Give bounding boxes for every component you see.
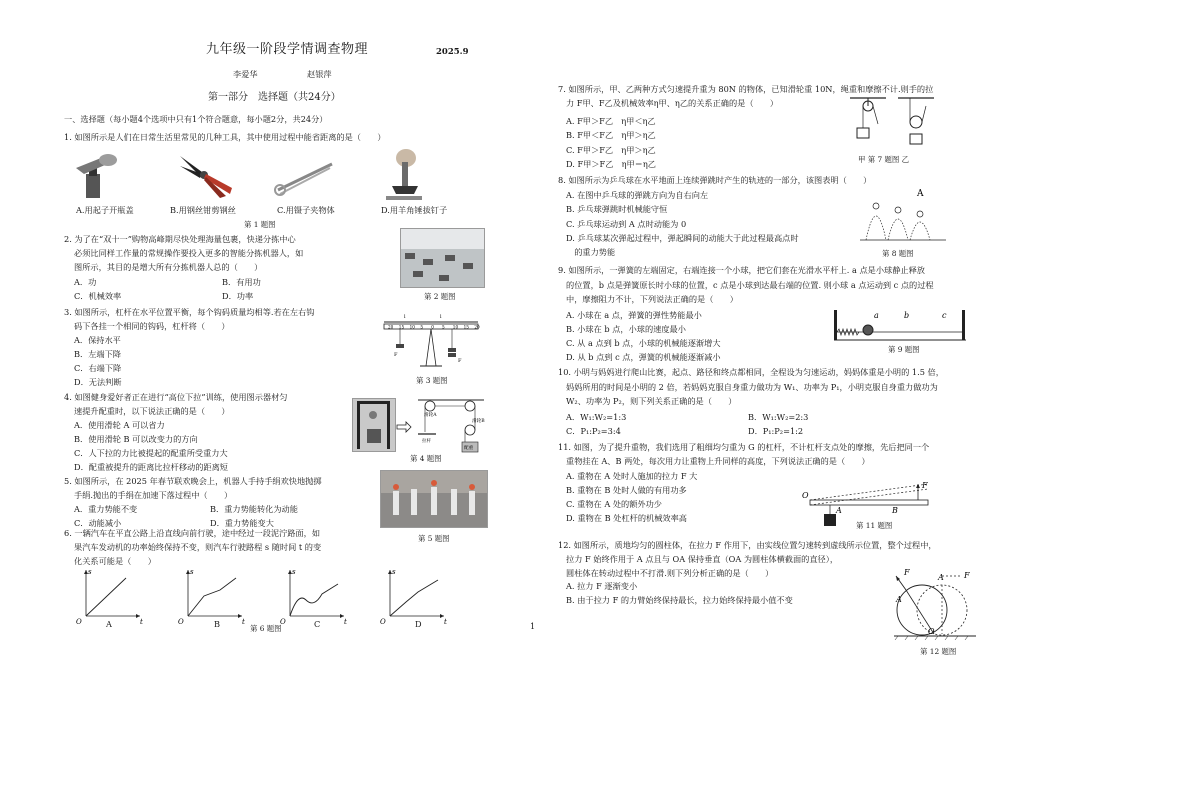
q7-pulley-diagram — [846, 96, 938, 154]
q4-pulley-b-label: 滑轮B — [472, 419, 485, 424]
q3-caption: 第 3 题图 — [416, 376, 448, 385]
q6-graph-c-origin: O — [280, 618, 286, 626]
q10-option-d: D．P₁:P₂=1:2 — [748, 426, 804, 436]
q4-line-1: 4. 如图健身爱好者正在进行“高位下拉”训练，使用图示器材匀 — [64, 392, 288, 402]
q6-graph-b-letter: B — [214, 619, 221, 629]
q8-option-d-cont: 的重力势能 — [566, 247, 616, 257]
q12-point-a-dashed: A — [938, 573, 944, 582]
q7-line-2: 力 F甲、F乙及机械效率η甲、η乙的关系正确的是（ ） — [566, 98, 779, 108]
q3-option-d: D．无法判断 — [74, 377, 122, 387]
q5-line-1: 5. 如图所示，在 2025 年春节联欢晚会上，机器人手持手绢欢快地抛掷 — [64, 476, 322, 486]
q6-graph-c-x-label: t — [344, 618, 347, 626]
q8-option-a: A. 在图中乒乓球的弹跳方向为自右向左 — [566, 190, 709, 200]
q9-point-a: a — [874, 311, 879, 320]
q9-line-2: 的位置，b 点是弹簧原长时小球的位置，c 点是小球到达最右端的位置. 则小球 a 点运动到 c 点的过程 — [566, 280, 934, 290]
q5-caption: 第 5 题图 — [418, 534, 450, 543]
q10-option-a: A．W₁:W₂=1:3 — [566, 412, 627, 422]
q6-graph-b-x-label: t — [242, 618, 245, 626]
q6-graph-a-origin: O — [76, 618, 82, 626]
q4-option-a: A．使用滑轮 A 可以省力 — [74, 420, 165, 430]
author-1: 李爱华 — [233, 69, 258, 79]
q9-line-3: 中，摩擦阻力不计，下列说法正确的是（ ） — [566, 294, 738, 304]
q4-pulley-diagram — [414, 396, 488, 454]
q6-graph-c-y-label: s — [292, 568, 296, 576]
q4-pulley-a-label: 滑轮A — [424, 413, 437, 418]
q2-option-c: C．机械效率 — [74, 291, 122, 301]
author-2: 赵银萍 — [307, 69, 332, 79]
q1-option-a: A.用起子开瓶盖 — [76, 205, 134, 215]
q1-caption: 第 1 题图 — [244, 220, 276, 229]
q4-option-b: B．使用滑轮 B 可以改变力的方向 — [74, 434, 198, 444]
q11-option-d: D. 重物在 B 处杠杆的机械效率高 — [566, 513, 687, 523]
q7-option-b: B. F甲＜F乙 η甲＞η乙 — [566, 130, 656, 140]
q4-option-c: C．人下拉的力比被提起的配重所受重力大 — [74, 448, 228, 458]
q1-option-b: B.用钢丝钳剪钢丝 — [170, 205, 236, 215]
q12-force-f-dashed: F — [964, 571, 970, 580]
q3-right-arm-label: l — [440, 314, 442, 320]
q11-force-f: F — [922, 481, 928, 490]
q3-f2-label: F — [458, 358, 462, 364]
part-heading: 第一部分 选择题（共24分） — [208, 92, 341, 103]
q3-option-c: C．右端下降 — [74, 363, 122, 373]
q10-option-c: C．P₁:P₂=3:4 — [566, 426, 621, 436]
q11-line-2: 重物挂在 A、B 两处，每次用力让重物上升同样的高度，下列说法正确的是（ ） — [566, 456, 870, 466]
q3-line-2: 码下各挂一个相同的钩码，杠杆将（ ） — [74, 321, 230, 331]
q7-option-c: C. F甲＞F乙 η甲＞η乙 — [566, 145, 656, 155]
q8-option-d: D. 乒乓球某次弹起过程中，弹起瞬间的动能大于此过程最高点时 — [566, 233, 799, 243]
q5-option-d: D．重力势能变大 — [210, 518, 274, 528]
q6-graph-c-letter: C — [314, 619, 321, 629]
q8-bounce-diagram — [858, 186, 948, 244]
q1-tweezers-image — [272, 158, 336, 198]
q2-line-2: 必须比同样工作量的常规操作要投入更多的智能分拣机器人，如 — [74, 248, 304, 258]
q3-line-1: 3. 如图所示，杠杆在水平位置平衡，每个钩码质量均相等.若在左右钩 — [64, 307, 315, 317]
q8-point-a-label: A — [917, 189, 924, 199]
exam-date: 2025.9 — [436, 47, 469, 57]
q9-caption: 第 9 题图 — [888, 345, 920, 354]
arrow-right-icon — [396, 418, 412, 430]
q9-option-a: A. 小球在 a 点，弹簧的弹性势能最小 — [566, 310, 702, 320]
q2-sorting-center-photo — [400, 228, 485, 288]
q5-option-c: C．动能减小 — [74, 518, 122, 528]
q12-line-3: 圆柱体在转动过程中不打滑.则下列分析正确的是（ ） — [566, 568, 774, 578]
q6-caption: 第 6 题图 — [250, 624, 282, 633]
q2-option-a: A．功 — [74, 277, 97, 287]
q11-option-a: A. 重物在 A 处时人施加的拉力 F 大 — [566, 471, 698, 481]
q4-line-2: 速提升配重时，以下说法正确的是（ ） — [74, 406, 230, 416]
q6-line-2: 果汽车发动机的功率始终保持不变，则汽车行驶路程 s 随时间 t 的变 — [74, 542, 322, 552]
q4-option-d: D．配重被提升的距离比拉杆移动的距离短 — [74, 462, 228, 472]
q4-weight-label: 配重 — [464, 446, 474, 451]
q6-graph-d-x-label: t — [444, 618, 447, 626]
q3-lever-diagram — [376, 310, 486, 374]
q1-option-d: D.用羊角锤拔钉子 — [381, 205, 448, 215]
q5-line-2: 手绢.抛出的手绢在加速下落过程中（ ） — [74, 490, 233, 500]
q3-lever-tick-label: 15 — [398, 324, 405, 330]
q12-option-a: A. 拉力 F 逐渐变小 — [566, 581, 638, 591]
q2-caption: 第 2 题图 — [424, 292, 456, 301]
q2-line-3: 图所示，其目的是增大所有分拣机器人总的（ ） — [74, 262, 263, 272]
q3-lever-tick-label: 5 — [420, 324, 424, 330]
q4-caption: 第 4 题图 — [410, 454, 442, 463]
q12-cylinder-diagram — [892, 566, 978, 644]
q6-graph-d-y-label: s — [392, 568, 396, 576]
q9-line-1: 9. 如图所示，一弹簧的左端固定，右端连接一个小球，把它们套在光滑水平杆上. a 点是小球静止释放 — [558, 265, 925, 275]
q11-option-b: B. 重物在 B 处时人做的有用功多 — [566, 485, 687, 495]
q9-spring-diagram — [830, 304, 970, 344]
q5-robot-gala-photo — [380, 470, 488, 528]
q7-option-d: D. F甲＞F乙 η甲＝η乙 — [566, 159, 656, 169]
q6-graph-d-letter: D — [415, 619, 422, 629]
q3-lever-tick-label: 0 — [431, 324, 434, 330]
q11-point-b: B — [892, 506, 898, 515]
exam-title: 九年级一阶段学情调查物理 — [206, 42, 369, 57]
q5-option-b: B．重力势能转化为动能 — [210, 504, 298, 514]
q12-point-o: O — [928, 627, 935, 636]
q6-graph-a-y-label: s — [88, 568, 92, 576]
q6-graph-d-origin: O — [380, 618, 386, 626]
q10-option-b: B．W₁:W₂=2:3 — [748, 412, 809, 422]
q11-line-1: 11. 如图，为了提升重物，我们选用了粗细均匀重为 G 的杠杆，不计杠杆支点处的摩擦，先后把同一个 — [558, 442, 930, 452]
q5-option-a: A．重力势能不变 — [74, 504, 138, 514]
q3-lever-tick-label: 5 — [442, 324, 445, 330]
q6-graph-b-origin: O — [178, 618, 184, 626]
q3-f1-label: F — [394, 352, 398, 358]
q6-graph-a-letter: A — [106, 619, 112, 629]
q12-force-f: F — [904, 568, 910, 577]
q11-point-a: A — [836, 506, 842, 515]
q6-graph-a-x-label: t — [140, 618, 143, 626]
q11-option-c: C. 重物在 A 处的额外功少 — [566, 499, 662, 509]
q7-option-a: A. F甲＞F乙 η甲＜η乙 — [566, 116, 656, 126]
q11-caption: 第 11 题图 — [856, 521, 893, 530]
q1-claw-hammer-image — [384, 146, 424, 202]
q4-gym-machine-photo — [352, 398, 396, 452]
q2-option-b: B．有用功 — [222, 277, 261, 287]
q6-graph-d — [378, 566, 450, 628]
q10-line-1: 10. 小明与妈妈进行爬山比赛，起点、路径和终点都相同，全程设为匀速运动，妈妈体重是小明的 1.5 倍， — [558, 367, 944, 377]
q9-option-d: D. 从 b 点到 c 点，弹簧的机械能逐渐减小 — [566, 352, 721, 362]
q6-graph-b — [176, 566, 248, 628]
q3-lever-tick-label: 15 — [463, 324, 469, 330]
q3-left-arm-label: l — [404, 314, 406, 320]
q8-caption: 第 8 题图 — [882, 249, 914, 258]
q1-option-c: C.用镊子夹物体 — [277, 205, 335, 215]
q3-lever-tick-label: 20 — [474, 324, 480, 330]
section-heading: 一、选择题（每小题4个选项中只有1个符合题意，每小题2分，共24分） — [64, 114, 328, 124]
q8-option-c: C. 乒乓球运动到 A 点时动能为 0 — [566, 219, 687, 229]
q1-stem: 1. 如图所示是人们在日常生活里常见的几种工具，其中使用过程中能省距离的是（ ） — [64, 132, 386, 142]
q1-pliers-image — [176, 150, 236, 200]
q7-caption: 甲 第 7 题图 乙 — [858, 155, 910, 164]
q12-option-b: B. 由于拉力 F 的力臂始终保持最长，拉力始终保持最小值不变 — [566, 595, 793, 605]
page-number: 1 — [530, 621, 536, 631]
q9-option-b: B. 小球在 b 点，小球的速度最小 — [566, 324, 686, 334]
q12-line-2: 拉力 F 始终作用于 A 点且与 OA 保持垂直（OA 为圆柱体横截面的直径）， — [566, 554, 839, 564]
q9-point-b: b — [904, 311, 910, 320]
q10-line-3: W₂、功率为 P₂，则下列关系正确的是（ ） — [566, 396, 737, 406]
q12-point-a: A — [896, 595, 902, 604]
q9-option-c: C. 从 a 点到 b 点，小球的机械能逐渐增大 — [566, 338, 721, 348]
q3-option-a: A．保持水平 — [74, 335, 121, 345]
q6-line-1: 6. 一辆汽车在平直公路上沿直线向前行驶，途中经过一段泥泞路面，如 — [64, 528, 321, 538]
q2-option-d: D．功率 — [222, 291, 254, 301]
q3-lever-tick-label: 10 — [452, 324, 459, 330]
q12-caption: 第 12 题图 — [920, 647, 957, 656]
q3-lever-tick-label: 10 — [409, 324, 415, 330]
q3-option-b: B．左端下降 — [74, 349, 121, 359]
q6-graph-b-y-label: s — [190, 568, 194, 576]
q6-line-3: 化关系可能是（ ） — [74, 556, 156, 566]
q10-line-2: 妈妈所用的时间是小明的 2 倍，若妈妈克服自身重力做功为 W₁、功率为 P₁，小明克服自身重力做功为 — [566, 382, 938, 392]
q2-line-1: 2. 为了在“双十一”购物高峰期尽快处理海量包裹，快递分拣中心 — [64, 234, 296, 244]
q9-point-c: c — [942, 311, 947, 320]
q8-option-b: B. 乒乓球弹跳时机械能守恒 — [566, 204, 668, 214]
q4-bar-label: 拉杆 — [422, 439, 432, 444]
q3-lever-tick-label: 20 — [388, 324, 394, 330]
q8-stem: 8. 如图所示为乒乓球在水平地面上连续弹跳时产生的轨迹的一部分，该图表明（ ） — [558, 175, 872, 185]
q12-line-1: 12. 如图所示，质地均匀的圆柱体，在拉力 F 作用下，由实线位置匀速转到虚线所示位置，整个过程中， — [558, 540, 937, 550]
q11-fulcrum-o: O — [802, 491, 809, 500]
q7-line-1: 7. 如图所示，甲、乙两种方式匀速提升重为 80N 的物体，已知滑轮重 10N，绳重和摩擦不计.则手的拉 — [558, 84, 934, 94]
q1-bottle-opener-image — [72, 148, 120, 200]
